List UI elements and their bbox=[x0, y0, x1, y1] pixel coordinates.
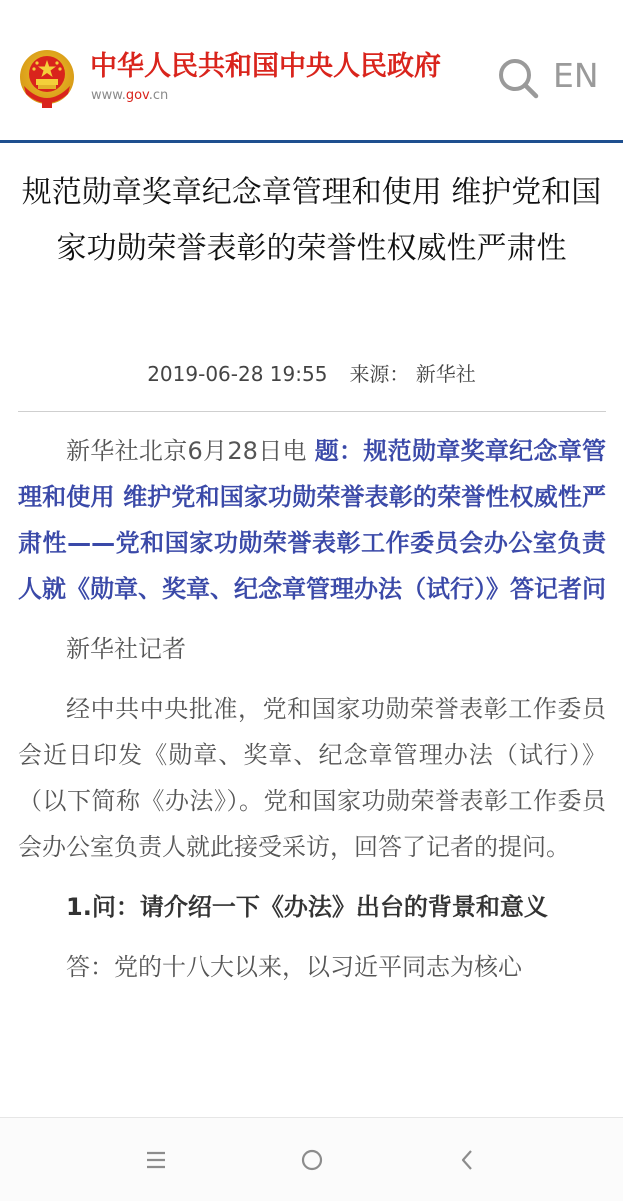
site-url[interactable] bbox=[91, 88, 168, 104]
site-header bbox=[0, 0, 623, 140]
site-url-suffix: .cn bbox=[148, 88, 169, 103]
source-label: 来源： bbox=[349, 362, 410, 386]
national-emblem-logo[interactable] bbox=[18, 48, 76, 110]
article-meta bbox=[0, 357, 623, 391]
site-title[interactable]: 中华人民共和国中央人民政府 bbox=[90, 51, 441, 82]
lead-paragraph bbox=[18, 428, 606, 612]
question-heading: 1.问：请介绍一下《办法》出台的背景和意义 bbox=[66, 893, 548, 921]
meta-divider bbox=[18, 411, 606, 412]
search-icon[interactable] bbox=[496, 56, 540, 100]
home-circle-icon[interactable] bbox=[290, 1140, 334, 1180]
system-nav-bar bbox=[0, 1117, 623, 1201]
answer-paragraph: 答：党的十八大以来，以习近平同志为核心 bbox=[66, 953, 522, 981]
intro-paragraph: 经中共中央批准，党和国家功勋荣誉表彰工作委员会近日印发《勋章、奖章、纪念章管理办法（试行）》（以下简称《办法》）。党和国家功勋荣誉表彰工作委员会办公室负责人就此接受采访，回答了记者的提问。 bbox=[18, 695, 606, 861]
site-url-accent: gov bbox=[125, 88, 149, 103]
article-body bbox=[18, 428, 606, 1004]
header-divider bbox=[0, 140, 623, 143]
language-switch-button[interactable]: EN bbox=[553, 56, 599, 95]
source-value: 新华社 bbox=[415, 362, 476, 386]
site-url-prefix: www. bbox=[91, 88, 126, 103]
article-title: 规范勋章奖章纪念章管理和使用 维护党和国家功勋荣誉表彰的荣誉性权威性严肃性 bbox=[21, 175, 602, 266]
back-chevron-icon[interactable] bbox=[446, 1140, 490, 1180]
byline: 新华社记者 bbox=[66, 635, 186, 663]
menu-icon[interactable] bbox=[134, 1140, 178, 1180]
dateline: 新华社北京6月28日电 bbox=[66, 437, 307, 465]
headline-text: 题：规范勋章奖章纪念章管理和使用 维护党和国家功勋荣誉表彰的荣誉性权威性严肃性——党和国家功勋荣誉表彰工作委员会办公室负责人就《勋章、奖章、纪念章管理办法（试行）》答记者问 bbox=[18, 437, 607, 603]
article-datetime: 2019-06-28 19:55 bbox=[147, 362, 328, 386]
